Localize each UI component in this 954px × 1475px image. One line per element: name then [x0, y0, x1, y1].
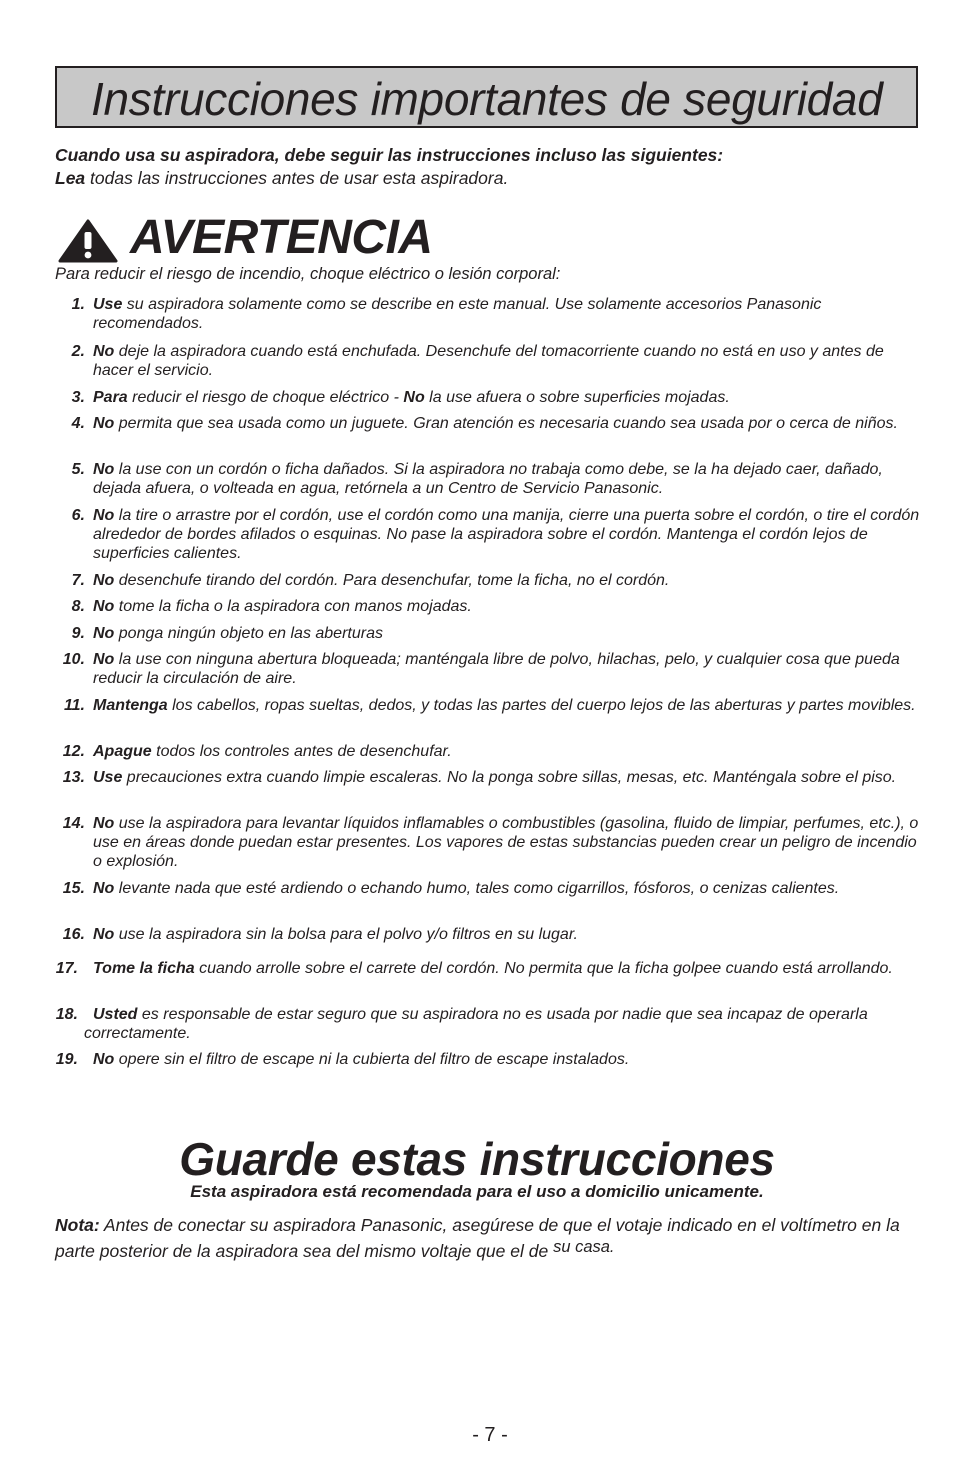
item-text: No use la aspiradora para levantar líquidos inflamables o combustibles (gasolina, fluido de limpiar, perfumes, etc.), o use en áreas donde puedan estar presentes. Los vapores de estas substancias pueden crear un peligro de incendio o explosión. [93, 815, 919, 870]
item-number: 10. [62, 651, 85, 668]
page-title: Instrucciones importantes de seguridad [91, 73, 883, 125]
warning-subtitle: Para reducir el riesgo de incendio, choque eléctrico o lesión corporal: [55, 265, 561, 283]
item-text: No permita que sea usada como un juguete. Gran atención es necesaria cuando sea usada por o cerca de niños. [93, 415, 898, 432]
item-number: 8. [71, 598, 85, 615]
item-text: No la tire o arrastre por el cordón, use el cordón como una manija, cierre una puerta sobre el cordón, o tire el cordón alrededor de bordes afilados o esquinas. No pase la aspiradora sobre el cordón. Mantenga el cordón lejos de superficies calientes. [93, 507, 920, 562]
item-text: Use precauciones extra cuando limpie escaleras. No la ponga sobre sillas, mesas, etc. Manténgala sobre el piso. [93, 769, 897, 786]
item-number: 14. [62, 815, 85, 832]
item-number: 3. [71, 389, 85, 406]
item-text: Para reducir el riesgo de choque eléctrico - No la use afuera o sobre superficies mojadas. [93, 389, 730, 406]
intro-line-1: Cuando usa su aspiradora, debe seguir las instrucciones incluso las siguientes: [55, 145, 724, 165]
save-instructions-heading: Guarde estas instrucciones [179, 1133, 775, 1185]
item-text: No desenchufe tirando del cordón. Para desenchufar, tome la ficha, no el cordón. [93, 572, 670, 589]
intro-line-2-bold: Lea [55, 168, 86, 188]
warning-heading: AVERTENCIA [130, 211, 433, 264]
item-text: Mantenga los cabellos, ropas sueltas, dedos, y todas las partes del cuerpo lejos de las aberturas y partes movibles. [93, 697, 916, 714]
title-banner [55, 66, 918, 128]
item-text: Apague todos los controles antes de desenchufar. [93, 743, 452, 760]
item-number: 13. [62, 769, 85, 786]
page-number: - 7 - [472, 1424, 508, 1446]
item-text: No use la aspiradora sin la bolsa para el polvo y/o filtros en su lugar. [93, 926, 578, 943]
item-text: No la use con un cordón o ficha dañados. Si la aspiradora no trabaja como debe, se la ha dejado caer, dañado, dejada afuera, o volteada en agua, retórnela a un Centro de Servicio Panasonic. [93, 461, 883, 497]
item-number: 11. [63, 697, 85, 714]
item-text: Use su aspiradora solamente como se describe en este manual. Use solamente accesorios Panasonic recomendados. [93, 296, 822, 332]
item-number: 18. [55, 1006, 78, 1023]
note-text: Antes de conectar su aspiradora Panasonic, asegúrese de que el votaje indicado en el voltímetro en la parte posterior de la aspiradora sea del mismo voltaje que el de [55, 1215, 900, 1261]
warning-triangle-icon [57, 218, 119, 264]
save-instructions-section [0, 1132, 954, 1201]
item-number: 2. [71, 343, 85, 360]
item-text: Tome la ficha cuando arrolle sobre el carrete del cordón. No permita que la ficha golpee cuando está arrollando. [93, 960, 893, 977]
note-paragraph [55, 1214, 925, 1262]
item-text: Usted es responsable de estar seguro que su aspiradora no es usada por nadie que sea incapaz de operarla correctamente. [84, 1006, 868, 1042]
item-text: No la use con ninguna abertura bloqueada; manténgala libre de polvo, hilachas, pelo, y cualquier cosa que pueda reducir la circulación de aire. [93, 651, 900, 687]
item-text: No tome la ficha o la aspiradora con manos mojadas. [93, 598, 472, 615]
save-instructions-subtitle: Esta aspiradora está recomendada para el uso a domicilio unicamente. [190, 1182, 764, 1201]
item-number: 17. [55, 960, 78, 977]
intro-line-2 [55, 167, 925, 190]
item-number: 1. [71, 296, 85, 313]
item-text: No opere sin el filtro de escape ni la cubierta del filtro de escape instalados. [93, 1051, 630, 1068]
item-number: 9. [71, 625, 85, 642]
item-text: No deje la aspiradora cuando está enchufada. Desenchufe del tomacorriente cuando no está en uso y antes de hacer el servicio. [93, 343, 884, 379]
item-number: 15. [62, 880, 85, 897]
item-text: No levante nada que esté ardiendo o echando humo, tales como cigarrillos, fósforos, o cenizas calientes. [93, 880, 840, 897]
note-superscript: su casa. [553, 1238, 615, 1256]
intro-line-2-rest: todas las instrucciones antes de usar esta aspiradora. [85, 168, 509, 188]
item-number: 16. [62, 926, 85, 943]
note-label: Nota: [55, 1215, 100, 1235]
item-number: 12. [62, 743, 85, 760]
item-number: 19. [55, 1051, 78, 1068]
item-number: 7. [71, 572, 85, 589]
item-number: 4. [71, 415, 85, 432]
intro-text [55, 144, 925, 190]
item-number: 5. [71, 461, 85, 478]
item-text: No ponga ningún objeto en las aberturas [93, 625, 383, 642]
item-number: 6. [71, 507, 85, 524]
